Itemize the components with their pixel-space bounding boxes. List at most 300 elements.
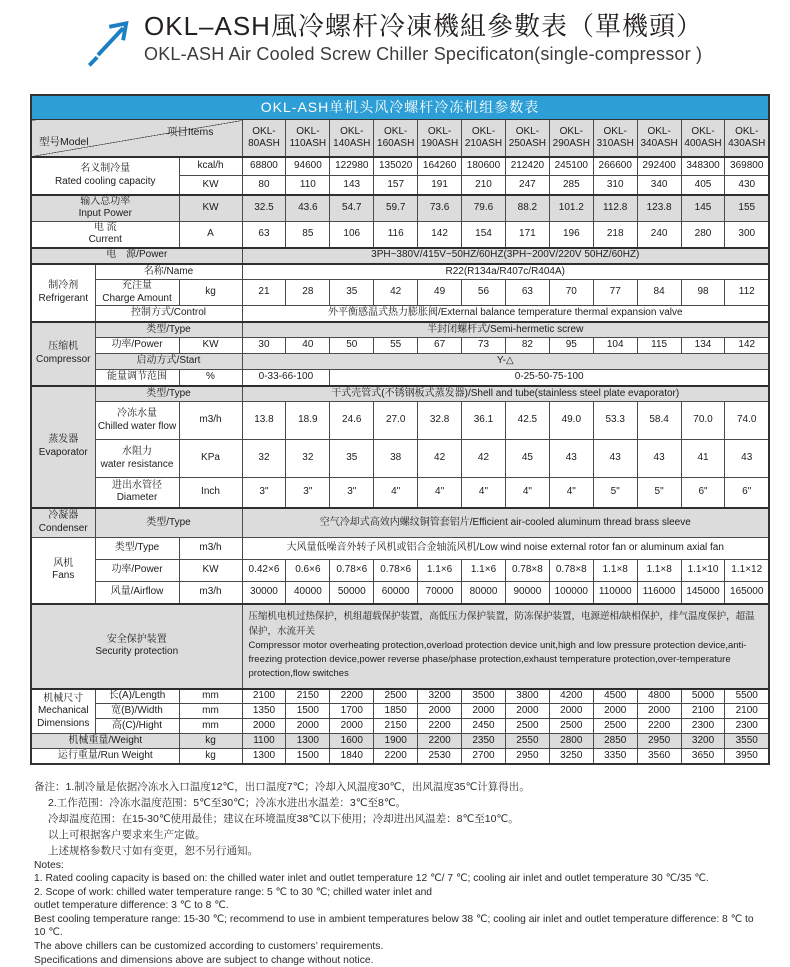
value-cell: 2530: [418, 749, 462, 764]
value-cell: 115: [637, 338, 681, 354]
table-row: [31, 749, 769, 764]
arrow-up-right-icon: [84, 16, 138, 68]
value-cell: 2500: [549, 719, 593, 734]
model-header-80ash: OKL- 80ASH: [242, 120, 286, 157]
cell: kg: [179, 734, 242, 749]
value-cell: 2500: [505, 719, 549, 734]
cell: 长(A)/Length: [95, 689, 179, 704]
cell: KPa: [179, 440, 242, 478]
model-header-160ash: OKL- 160ASH: [374, 120, 418, 157]
value-cell: 430: [725, 176, 769, 195]
model-header-290ash: OKL- 290ASH: [549, 120, 593, 157]
cell: KW: [179, 195, 242, 222]
table-row: [31, 508, 769, 538]
value-cell: 180600: [462, 157, 506, 176]
note-line-en: Best cooling temperature range: 15-30 ℃; recommend to use in ambient temperatures below 38 ℃; cooling air inlet and outlet temperature difference: 8 ℃ to 10 ℃.: [34, 913, 758, 940]
value-cell: 54.7: [330, 195, 374, 222]
value-cell: 32.5: [242, 195, 286, 222]
table-row: [31, 221, 769, 248]
row-label-run-weight: 运行重量/Run Weight: [31, 749, 179, 764]
value-cell: 50000: [330, 582, 374, 604]
value-cell: 405: [681, 176, 725, 195]
value-cell: 0.78×6: [330, 560, 374, 582]
value-cell: 218: [593, 221, 637, 248]
title-block: [144, 12, 703, 65]
value-cell: 3": [286, 478, 330, 508]
value-cell: 2700: [462, 749, 506, 764]
value-cell: 155: [725, 195, 769, 222]
value-cell: 300: [725, 221, 769, 248]
cell: KW: [179, 338, 242, 354]
value-cell: 210: [462, 176, 506, 195]
value-cell: 2950: [505, 749, 549, 764]
value-cell: 3560: [637, 749, 681, 764]
value-cell: 2150: [286, 689, 330, 704]
value-cell: 116000: [637, 582, 681, 604]
value-cell: 3": [242, 478, 286, 508]
cell: 0-25-50-75-100: [330, 370, 769, 386]
value-cell: 63: [505, 280, 549, 306]
value-cell: 2000: [637, 704, 681, 719]
model-header-210ash: OKL- 210ASH: [462, 120, 506, 157]
value-cell: 28: [286, 280, 330, 306]
value-cell: 2000: [330, 719, 374, 734]
group-label-condenser: 冷凝器 Condenser: [31, 508, 95, 538]
value-cell: 3": [330, 478, 374, 508]
value-cell: 40000: [286, 582, 330, 604]
value-cell: 36.1: [462, 402, 506, 440]
row-label-energy-adjustment: 能量调节范围: [95, 370, 179, 386]
table-row: [31, 195, 769, 222]
value-cell: 247: [505, 176, 549, 195]
value-cell: 3200: [681, 734, 725, 749]
value-cell: 0.42×6: [242, 560, 286, 582]
document-header: [0, 0, 790, 76]
value-cell: 49: [418, 280, 462, 306]
value-cell: 2200: [330, 689, 374, 704]
cell: 3PH~380V/415V~50HZ/60HZ(3PH~200V/220V 50HZ/60HZ): [242, 248, 769, 264]
value-cell: 1840: [330, 749, 374, 764]
value-cell: 2100: [725, 704, 769, 719]
table-row: [31, 322, 769, 338]
value-cell: 110000: [593, 582, 637, 604]
cell: kcal/h: [179, 157, 242, 176]
value-cell: 2200: [637, 719, 681, 734]
value-cell: 104: [593, 338, 637, 354]
value-cell: 191: [418, 176, 462, 195]
row-label-chilled-water-flow: 冷冻水量 Chilled water flow: [95, 402, 179, 440]
value-cell: 2000: [242, 719, 286, 734]
value-cell: 3800: [505, 689, 549, 704]
value-cell: 145: [681, 195, 725, 222]
value-cell: 240: [637, 221, 681, 248]
value-cell: 24.6: [330, 402, 374, 440]
value-cell: 164260: [418, 157, 462, 176]
value-cell: 18.9: [286, 402, 330, 440]
value-cell: 106: [330, 221, 374, 248]
value-cell: 49.0: [549, 402, 593, 440]
row-label-current: 电 流 Current: [31, 221, 179, 248]
value-cell: 165000: [725, 582, 769, 604]
value-cell: 5500: [725, 689, 769, 704]
value-cell: 68800: [242, 157, 286, 176]
row-label-charge-amount: 充注量 Charge Amount: [95, 280, 179, 306]
value-cell: 73.6: [418, 195, 462, 222]
value-cell: 1500: [286, 749, 330, 764]
value-cell: 1.1×6: [418, 560, 462, 582]
value-cell: 43: [593, 440, 637, 478]
value-cell: 27.0: [374, 402, 418, 440]
value-cell: 3650: [681, 749, 725, 764]
cell: kg: [179, 280, 242, 306]
note-line-en: The above chillers can be customized according to customers’ requirements.: [34, 940, 758, 954]
corner-items-label: 项目Items: [167, 126, 214, 139]
table-row: [31, 157, 769, 176]
cell: R22(R134a/R407c/R404A): [242, 264, 769, 280]
table-row: [31, 719, 769, 734]
corner-model-items-cell: [31, 120, 242, 157]
cell: 功率/Power: [95, 338, 179, 354]
value-cell: 94600: [286, 157, 330, 176]
value-cell: 38: [374, 440, 418, 478]
value-cell: 77: [593, 280, 637, 306]
value-cell: 1850: [374, 704, 418, 719]
value-cell: 6": [725, 478, 769, 508]
value-cell: 58.4: [637, 402, 681, 440]
model-header-110ash: OKL- 110ASH: [286, 120, 330, 157]
table-row: [31, 560, 769, 582]
value-cell: 4": [505, 478, 549, 508]
cell: 高(C)/Hight: [95, 719, 179, 734]
value-cell: 310: [593, 176, 637, 195]
cell: Inch: [179, 478, 242, 508]
row-label-input-power: 输入总功率 Input Power: [31, 195, 179, 222]
value-cell: 5": [637, 478, 681, 508]
table-row: [31, 338, 769, 354]
value-cell: 80: [242, 176, 286, 195]
value-cell: 74.0: [725, 402, 769, 440]
value-cell: 3250: [549, 749, 593, 764]
value-cell: 100000: [549, 582, 593, 604]
notes-chinese: [34, 779, 758, 859]
table-row: [31, 478, 769, 508]
value-cell: 2000: [462, 704, 506, 719]
value-cell: 1900: [374, 734, 418, 749]
spec-table: [30, 94, 770, 765]
value-cell: 53.3: [593, 402, 637, 440]
note-line-zh: 冷却温度范围：在15-30℃使用最佳；建议在环境温度38℃以下使用；冷却进出风温差：8℃至10℃。: [34, 811, 758, 827]
value-cell: 0.6×6: [286, 560, 330, 582]
table-row: [31, 264, 769, 280]
value-cell: 60000: [374, 582, 418, 604]
cell: KW: [179, 176, 242, 195]
notes-english: [34, 872, 758, 967]
row-label-security-protection: 安全保护装置 Security protection: [31, 604, 242, 689]
value-cell: 70: [549, 280, 593, 306]
value-cell: 0.78×8: [505, 560, 549, 582]
model-header-row: [31, 120, 769, 157]
value-cell: 0.78×6: [374, 560, 418, 582]
value-cell: 142: [725, 338, 769, 354]
corner-model-label: 型号Model: [39, 136, 89, 149]
value-cell: 110: [286, 176, 330, 195]
value-cell: 2000: [549, 704, 593, 719]
table-row: [31, 370, 769, 386]
value-cell: 5": [593, 478, 637, 508]
value-cell: 2950: [637, 734, 681, 749]
cell: mm: [179, 719, 242, 734]
value-cell: 4": [418, 478, 462, 508]
value-cell: 369800: [725, 157, 769, 176]
value-cell: 2300: [681, 719, 725, 734]
model-header-250ash: OKL- 250ASH: [505, 120, 549, 157]
table-row: [31, 354, 769, 370]
value-cell: 134: [681, 338, 725, 354]
value-cell: 45: [505, 440, 549, 478]
value-cell: 42: [418, 440, 462, 478]
value-cell: 3500: [462, 689, 506, 704]
value-cell: 2550: [505, 734, 549, 749]
value-cell: 196: [549, 221, 593, 248]
value-cell: 1100: [242, 734, 286, 749]
value-cell: 67: [418, 338, 462, 354]
value-cell: 30: [242, 338, 286, 354]
row-label-rated-cooling-capacity: 名义制冷量 Rated cooling capacity: [31, 157, 179, 195]
value-cell: 2100: [681, 704, 725, 719]
value-cell: 340: [637, 176, 681, 195]
value-cell: 5000: [681, 689, 725, 704]
cell: 功率/Power: [95, 560, 179, 582]
value-cell: 42.5: [505, 402, 549, 440]
value-cell: 2100: [242, 689, 286, 704]
value-cell: 2500: [374, 689, 418, 704]
note-line-zh: 2.工作范围：冷冻水温度范围：5℃至30℃；冷冻水进出水温差：3℃至8℃。: [34, 795, 758, 811]
group-label-compressor: 压缩机 Compressor: [31, 322, 95, 386]
value-cell: 73: [462, 338, 506, 354]
model-header-140ash: OKL- 140ASH: [330, 120, 374, 157]
value-cell: 90000: [505, 582, 549, 604]
table-row: [31, 704, 769, 719]
table-title-row: [31, 95, 769, 120]
value-cell: 42: [374, 280, 418, 306]
value-cell: 4800: [637, 689, 681, 704]
cell: m3/h: [179, 582, 242, 604]
value-cell: 79.6: [462, 195, 506, 222]
value-cell: 80000: [462, 582, 506, 604]
value-cell: 1350: [242, 704, 286, 719]
table-row: [31, 604, 769, 689]
value-cell: 2500: [593, 719, 637, 734]
model-header-400ash: OKL- 400ASH: [681, 120, 725, 157]
notes-section: [34, 779, 758, 967]
value-cell: 98: [681, 280, 725, 306]
value-cell: 3550: [725, 734, 769, 749]
table-row: [31, 248, 769, 264]
cell: 名称/Name: [95, 264, 242, 280]
value-cell: 32: [242, 440, 286, 478]
table-row: [31, 538, 769, 560]
row-label-airflow: 风量/Airflow: [95, 582, 179, 604]
cell: 外平衡感温式热力膨胀阀/External balance temperature thermal expansion valve: [242, 306, 769, 322]
value-cell: 6": [681, 478, 725, 508]
value-cell: 2200: [418, 719, 462, 734]
value-cell: 85: [286, 221, 330, 248]
cell: mm: [179, 689, 242, 704]
cell: 干式壳管式(不锈钢板式蒸发器)/Shell and tube(stainless steel plate evaporator): [242, 386, 769, 402]
value-cell: 3950: [725, 749, 769, 764]
value-cell: 2800: [549, 734, 593, 749]
value-cell: 1.1×12: [725, 560, 769, 582]
value-cell: 1300: [286, 734, 330, 749]
value-cell: 112: [725, 280, 769, 306]
security-protection-text: 压缩机电机过热保护，机组超载保护装置，高低压力保护装置，防冻保护装置，电源逆相/缺相保护，排气温度保护，超温保护，水流开关 Compressor motor overheating protection,overload protection device unit,high and low pressure protection device,anti-freezing protection device,power reverse phase/phase protection,exhaust temperature protection,over-temperature protection,flow switches: [242, 604, 769, 689]
value-cell: 145000: [681, 582, 725, 604]
value-cell: 1500: [286, 704, 330, 719]
value-cell: 82: [505, 338, 549, 354]
page-title: OKL–ASH風冷螺杆冷凍機組參數表（單機頭）: [144, 12, 703, 42]
table-row: [31, 582, 769, 604]
value-cell: 56: [462, 280, 506, 306]
value-cell: 59.7: [374, 195, 418, 222]
value-cell: 35: [330, 440, 374, 478]
value-cell: 1600: [330, 734, 374, 749]
value-cell: 212420: [505, 157, 549, 176]
value-cell: 70.0: [681, 402, 725, 440]
note-line-en: 2. Scope of work: chilled water temperature range: 5 ℃ to 30 ℃; chilled water inlet and: [34, 886, 758, 900]
table-title-bar: OKL-ASH单机头风冷螺杆冷冻机组参数表: [31, 95, 769, 120]
value-cell: 123.8: [637, 195, 681, 222]
value-cell: 2150: [374, 719, 418, 734]
value-cell: 1.1×8: [593, 560, 637, 582]
cell: 启动方式/Start: [95, 354, 242, 370]
cell: 类型/Type: [95, 322, 242, 338]
row-label-weight: 机械重量/Weight: [31, 734, 179, 749]
model-header-190ash: OKL- 190ASH: [418, 120, 462, 157]
value-cell: 1.1×6: [462, 560, 506, 582]
cell: 类型/Type: [95, 386, 242, 402]
value-cell: 43: [637, 440, 681, 478]
note-line-zh: 以上可根据客户要求来生产定做。: [34, 827, 758, 843]
value-cell: 55: [374, 338, 418, 354]
value-cell: 43: [549, 440, 593, 478]
table-row: [31, 440, 769, 478]
value-cell: 63: [242, 221, 286, 248]
cell: 空气冷却式高效内螺纹铜管套铝片/Efficient air-cooled aluminum thread brass sleeve: [242, 508, 769, 538]
value-cell: 2350: [462, 734, 506, 749]
value-cell: 245100: [549, 157, 593, 176]
value-cell: 35: [330, 280, 374, 306]
value-cell: 142: [418, 221, 462, 248]
row-label-diameter: 进出水管径 Diameter: [95, 478, 179, 508]
value-cell: 30000: [242, 582, 286, 604]
note-line-zh: 上述规格参数尺寸如有变更，恕不另行通知。: [34, 843, 758, 859]
value-cell: 2200: [374, 749, 418, 764]
cell: mm: [179, 704, 242, 719]
value-cell: 280: [681, 221, 725, 248]
page-subtitle: OKL-ASH Air Cooled Screw Chiller Specificaton(single-compressor ): [144, 44, 703, 65]
value-cell: 157: [374, 176, 418, 195]
value-cell: 32: [286, 440, 330, 478]
cell: 类型/Type: [95, 508, 242, 538]
value-cell: 2450: [462, 719, 506, 734]
cell: m3/h: [179, 538, 242, 560]
value-cell: 122980: [330, 157, 374, 176]
cell: 0-33-66-100: [242, 370, 330, 386]
value-cell: 101.2: [549, 195, 593, 222]
value-cell: 2000: [593, 704, 637, 719]
value-cell: 3350: [593, 749, 637, 764]
row-label-water-resistance: 水阻力 water resistance: [95, 440, 179, 478]
model-header-430ash: OKL- 430ASH: [725, 120, 769, 157]
value-cell: 154: [462, 221, 506, 248]
group-label-fans: 风机 Fans: [31, 538, 95, 604]
notes-english-title: Notes:: [34, 859, 758, 873]
table-row: [31, 386, 769, 402]
value-cell: 2300: [725, 719, 769, 734]
group-label-evaporator: 蒸发器 Evaporator: [31, 386, 95, 508]
value-cell: 1700: [330, 704, 374, 719]
value-cell: 43.6: [286, 195, 330, 222]
value-cell: 3200: [418, 689, 462, 704]
cell: 类型/Type: [95, 538, 179, 560]
value-cell: 135020: [374, 157, 418, 176]
table-row: [31, 280, 769, 306]
value-cell: 43: [725, 440, 769, 478]
value-cell: 2850: [593, 734, 637, 749]
table-row: [31, 402, 769, 440]
note-line-zh: 备注：1.制冷量是依据冷冻水入口温度12℃，出口温度7℃；冷却入风温度30℃，出风温度35℃计算得出。: [34, 779, 758, 795]
value-cell: 143: [330, 176, 374, 195]
cell: 半封闭螺杆式/Semi-hermetic screw: [242, 322, 769, 338]
note-line-en: outlet temperature difference: 3 ℃ to 8 ℃.: [34, 899, 758, 913]
value-cell: 348300: [681, 157, 725, 176]
value-cell: 2200: [418, 734, 462, 749]
row-label-power-source: 电 源/Power: [31, 248, 242, 264]
value-cell: 42: [462, 440, 506, 478]
value-cell: 4": [374, 478, 418, 508]
table-row: [31, 306, 769, 322]
model-header-310ash: OKL- 310ASH: [593, 120, 637, 157]
value-cell: 4500: [593, 689, 637, 704]
value-cell: 50: [330, 338, 374, 354]
value-cell: 1300: [242, 749, 286, 764]
value-cell: 95: [549, 338, 593, 354]
cell: KW: [179, 560, 242, 582]
note-line-en: Specifications and dimensions above are subject to change without notice.: [34, 954, 758, 967]
table-row: [31, 734, 769, 749]
value-cell: 4": [462, 478, 506, 508]
cell: 宽(B)/Width: [95, 704, 179, 719]
value-cell: 171: [505, 221, 549, 248]
value-cell: 116: [374, 221, 418, 248]
value-cell: 13.8: [242, 402, 286, 440]
value-cell: 1.1×10: [681, 560, 725, 582]
value-cell: 4200: [549, 689, 593, 704]
value-cell: 32.8: [418, 402, 462, 440]
value-cell: 70000: [418, 582, 462, 604]
cell: kg: [179, 749, 242, 764]
value-cell: 21: [242, 280, 286, 306]
value-cell: 41: [681, 440, 725, 478]
cell: Y-△: [242, 354, 769, 370]
value-cell: 266600: [593, 157, 637, 176]
value-cell: 292400: [637, 157, 681, 176]
cell: 控制方式/Control: [95, 306, 242, 322]
cell: A: [179, 221, 242, 248]
cell: 大风量低噪音外转子风机或铝合金轴流风机/Low wind noise external rotor fan or aluminum axial fan: [242, 538, 769, 560]
value-cell: 40: [286, 338, 330, 354]
group-label-mechanical-dimensions: 机械尺寸 Mechanical Dimensions: [31, 689, 95, 734]
